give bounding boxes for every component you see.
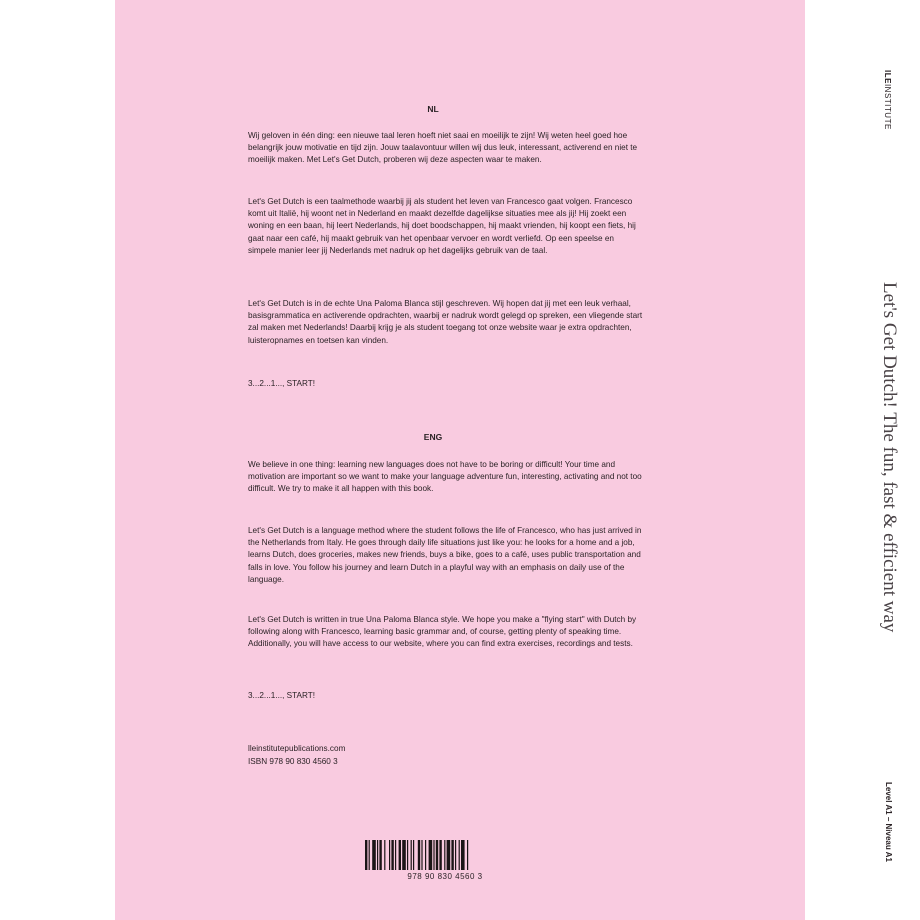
nl-paragraph-2: Let's Get Dutch is een taalmethode waarbij jij als student het leven van Francesco gaat volgen. Francesco komt uit Italië, hij woont net in Nederland en maakt dezelfde dagelijkse situaties mee als jij! Hij zoekt een woning en een baan, hij leert Nederlands, hij doet boodschappen, hij maakt vrienden, hij koopt een fiets, hij gaat naar een café, hij maakt gebruik van het openbaar vervoer en wordt verliefd. Op een speelse en simpele manier leer jij Nederlands met nadruk op het dagelijks gebruik van de taal. — [248, 197, 636, 255]
barcode-bar — [418, 840, 420, 870]
barcode-bar — [369, 840, 370, 870]
barcode-bar — [436, 840, 438, 870]
eng-paragraph-2: Let's Get Dutch is a language method where the student follows the life of Francesco, who has just arrived in the Netherlands from Italy. He goes through daily life situations just like you: he looks for a home and a job, learns Dutch, does groceries, makes new friends, buys a bike, goes to a café, uses public transportation and falls in love. You follow his journey and learn Dutch in a playful way with an emphasis on daily use of the language. — [248, 526, 642, 584]
nl-start-line: 3...2...1..., START! — [248, 379, 316, 388]
eng-start-line: 3...2...1..., START! — [248, 691, 316, 700]
back-cover — [115, 0, 900, 920]
barcode-bar — [389, 840, 390, 870]
eng-paragraph-3: Let's Get Dutch is written in true Una Paloma Blanca style. We hope you make a "flying start" with Dutch by following along with Francesco, learning basic grammar and, of course, getting plenty of speaking time. Additionally, you will have access to our website, where you can find extra exercises, recordings and tests. — [248, 615, 637, 649]
barcode-bar — [451, 840, 453, 870]
barcode-number: 978 90 830 4560 3 — [407, 872, 483, 881]
barcode-bar — [447, 840, 451, 870]
publisher-logo: ILEINSTITUTE — [883, 70, 892, 130]
barcode-bar — [433, 840, 434, 870]
barcode-bar — [377, 840, 378, 870]
barcode-bar — [439, 840, 441, 870]
barcode-bar — [402, 840, 406, 870]
barcode-bar — [379, 840, 381, 870]
eng-heading: ENG — [423, 432, 443, 442]
eng-paragraph-1: We believe in one thing: learning new languages does not have to be boring or difficult! Your time and motivation are important so we want to make your language adventure fun, interesting, activating and not too difficult. We try to make it all happen with this book. — [248, 460, 642, 494]
barcode-bar — [429, 840, 433, 870]
barcode-bar — [411, 840, 412, 870]
barcode-bar — [407, 840, 408, 870]
barcode-bar — [372, 840, 376, 870]
barcode-bar — [399, 840, 401, 870]
barcode-bar — [444, 840, 445, 870]
barcode-bars-icon — [365, 840, 523, 870]
isbn-text: ISBN 978 90 830 4560 3 — [248, 757, 338, 766]
publisher-url: lleinstitutepublications.com — [248, 744, 346, 753]
nl-paragraph-3: Let's Get Dutch is in de echte Una Paloma Blanca stijl geschreven. Wij hopen dat jij met een leuk verhaal, basisgrammatica en activerende opdrachten, waarbij er nadruk wordt gelegd op spreken, een vliegende start zal maken met Nederlands! Daarbij krijg je als student toegang tot onze website waar je extra opdrachten, luisteropnames en toetsen kan vinden. — [248, 299, 643, 345]
barcode-bar — [384, 840, 385, 870]
barcode-bar — [391, 840, 393, 870]
barcode-bar — [421, 840, 422, 870]
barcode-bar — [459, 840, 460, 870]
spine-level-label: Level A1 – Niveau A1 — [884, 782, 893, 862]
barcode — [365, 840, 525, 881]
barcode-bar — [395, 840, 396, 870]
barcode-bar — [467, 840, 468, 870]
nl-heading: NL — [427, 104, 439, 114]
barcode-bar — [455, 840, 456, 870]
barcode-bar — [413, 840, 414, 870]
barcode-bar — [425, 840, 426, 870]
nl-paragraph-1: Wij geloven in één ding: een nieuwe taal leren hoeft niet saai en moeilijk te zijn! Wij weten heel goed hoe belangrijk jouw motivatie en tijd zijn. Jouw taalavontuur willen wij dus leuk, interessant, activerend en niet te moeilijk maken. Met Let's Get Dutch, proberen wij deze aspecten waar te maken. — [248, 131, 638, 165]
barcode-bar — [365, 840, 367, 870]
spine-title: Let's Get Dutch! The fun, fast & efficient way — [879, 282, 900, 633]
barcode-bar — [461, 840, 465, 870]
